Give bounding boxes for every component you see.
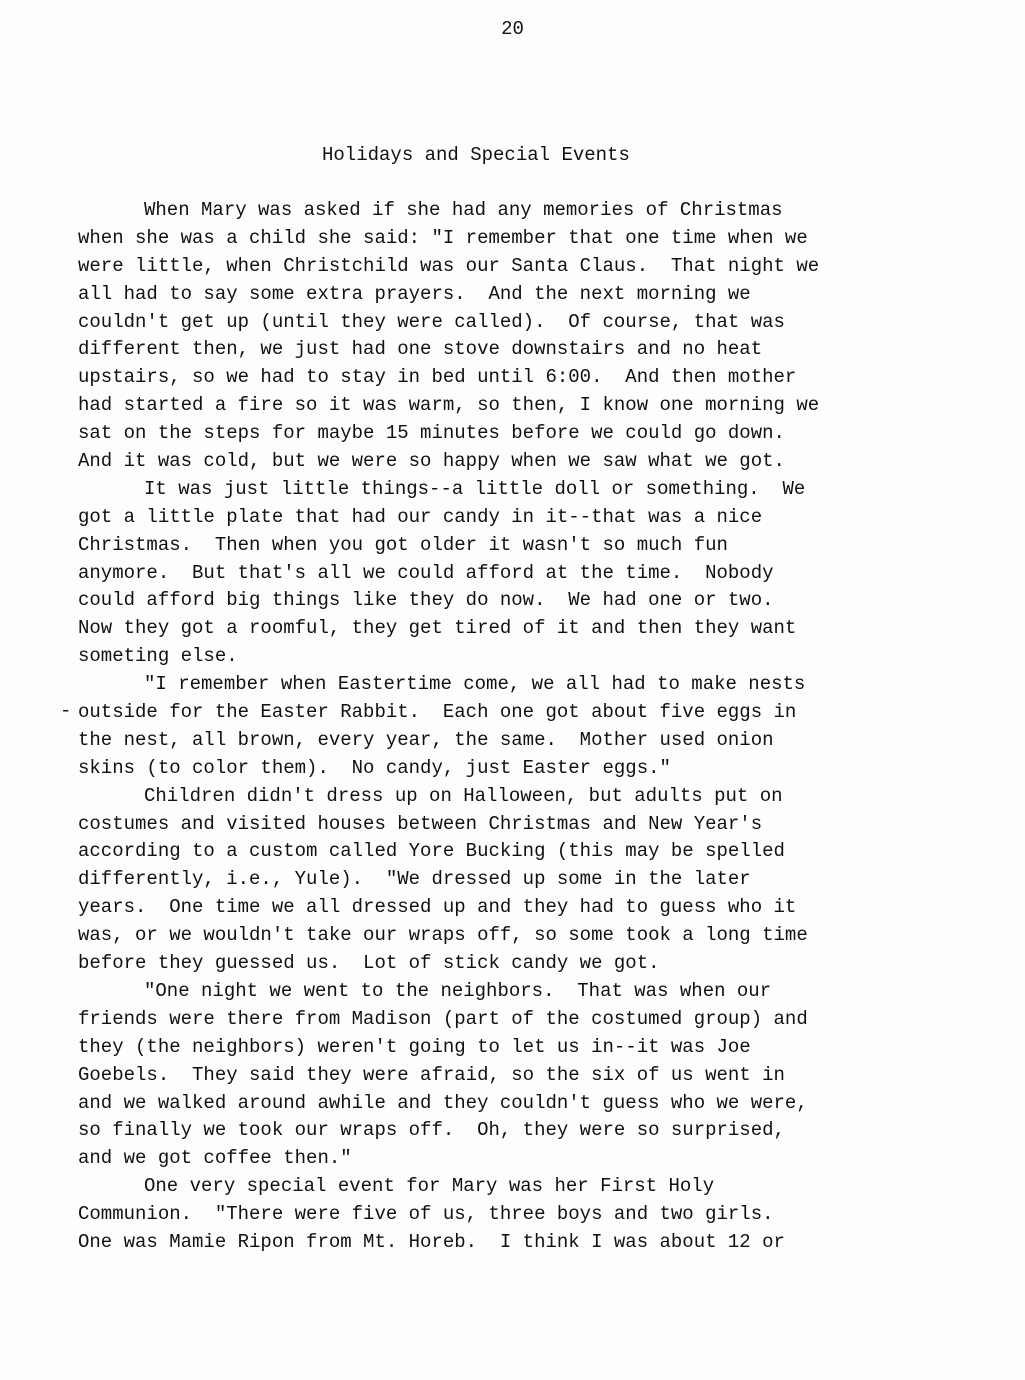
text-line: differently, i.e., Yule). "We dressed up some in the later: [78, 868, 751, 891]
text-line: costumes and visited houses between Christmas and New Year's: [78, 812, 763, 835]
text-line: was, or we wouldn't take our wraps off, so some took a long time: [78, 924, 808, 947]
text-line: years. One time we all dressed up and they had to guess who it: [78, 896, 797, 919]
text-line: different then, we just had one stove downstairs and no heat: [78, 338, 763, 361]
text-line: according to a custom called Yore Bucking (this may be spelled: [78, 840, 785, 863]
text-line: Goebels. They said they were afraid, so the six of us went in: [78, 1063, 785, 1086]
text-line: before they guessed us. Lot of stick candy we got.: [78, 952, 660, 975]
text-line: Children didn't dress up on Halloween, but adults put on: [144, 784, 783, 807]
text-line: Christmas. Then when you got older it wasn't so much fun: [78, 533, 728, 556]
page-number: 20: [501, 18, 524, 40]
text-line: "One night we went to the neighbors. That was when our: [144, 979, 772, 1002]
text-line: upstairs, so we had to stay in bed until 6:00. And then mother: [78, 366, 797, 389]
text-line: skins (to color them). No candy, just Easter eggs.": [78, 756, 671, 779]
text-line: One very special event for Mary was her First Holy: [144, 1175, 715, 1198]
text-line: And it was cold, but we were so happy when we saw what we got.: [78, 450, 785, 473]
text-line: could afford big things like they do now. We had one or two.: [78, 589, 774, 612]
text-line: and we walked around awhile and they couldn't guess who we were,: [78, 1091, 808, 1114]
text-line: when she was a child she said: "I remember that one time when we: [78, 226, 808, 249]
text-line: It was just little things--a little doll or something. We: [144, 477, 806, 500]
margin-mark: -: [60, 700, 72, 722]
text-line: were little, when Christchild was our Santa Claus. That night we: [78, 254, 820, 277]
text-line: got a little plate that had our candy in it--that was a nice: [78, 505, 763, 528]
text-line: all had to say some extra prayers. And the next morning we: [78, 282, 751, 305]
text-line: outside for the Easter Rabbit. Each one got about five eggs in: [78, 701, 797, 724]
section-title: Holidays and Special Events: [322, 144, 630, 166]
text-line: "I remember when Eastertime come, we all had to make nests: [144, 673, 806, 696]
text-line: someting else.: [78, 645, 238, 668]
text-line: Communion. "There were five of us, three boys and two girls.: [78, 1203, 774, 1226]
text-line: so finally we took our wraps off. Oh, they were so surprised,: [78, 1119, 785, 1142]
text-line: When Mary was asked if she had any memories of Christmas: [144, 199, 783, 221]
text-line: anymore. But that's all we could afford at the time. Nobody: [78, 561, 774, 584]
text-line: the nest, all brown, every year, the same. Mother used onion: [78, 728, 774, 751]
body-text: [78, 197, 978, 1257]
text-line: and we got coffee then.": [78, 1147, 352, 1170]
text-line: One was Mamie Ripon from Mt. Horeb. I think I was about 12 or: [78, 1230, 785, 1253]
text-line: sat on the steps for maybe 15 minutes before we could go down.: [78, 422, 785, 445]
text-line: Now they got a roomful, they get tired of it and then they want: [78, 617, 797, 640]
text-line: couldn't get up (until they were called). Of course, that was: [78, 310, 785, 333]
text-line: friends were there from Madison (part of the costumed group) and: [78, 1007, 808, 1030]
text-line: had started a fire so it was warm, so then, I know one morning we: [78, 394, 820, 417]
text-line: they (the neighbors) weren't going to let us in--it was Joe: [78, 1035, 751, 1058]
